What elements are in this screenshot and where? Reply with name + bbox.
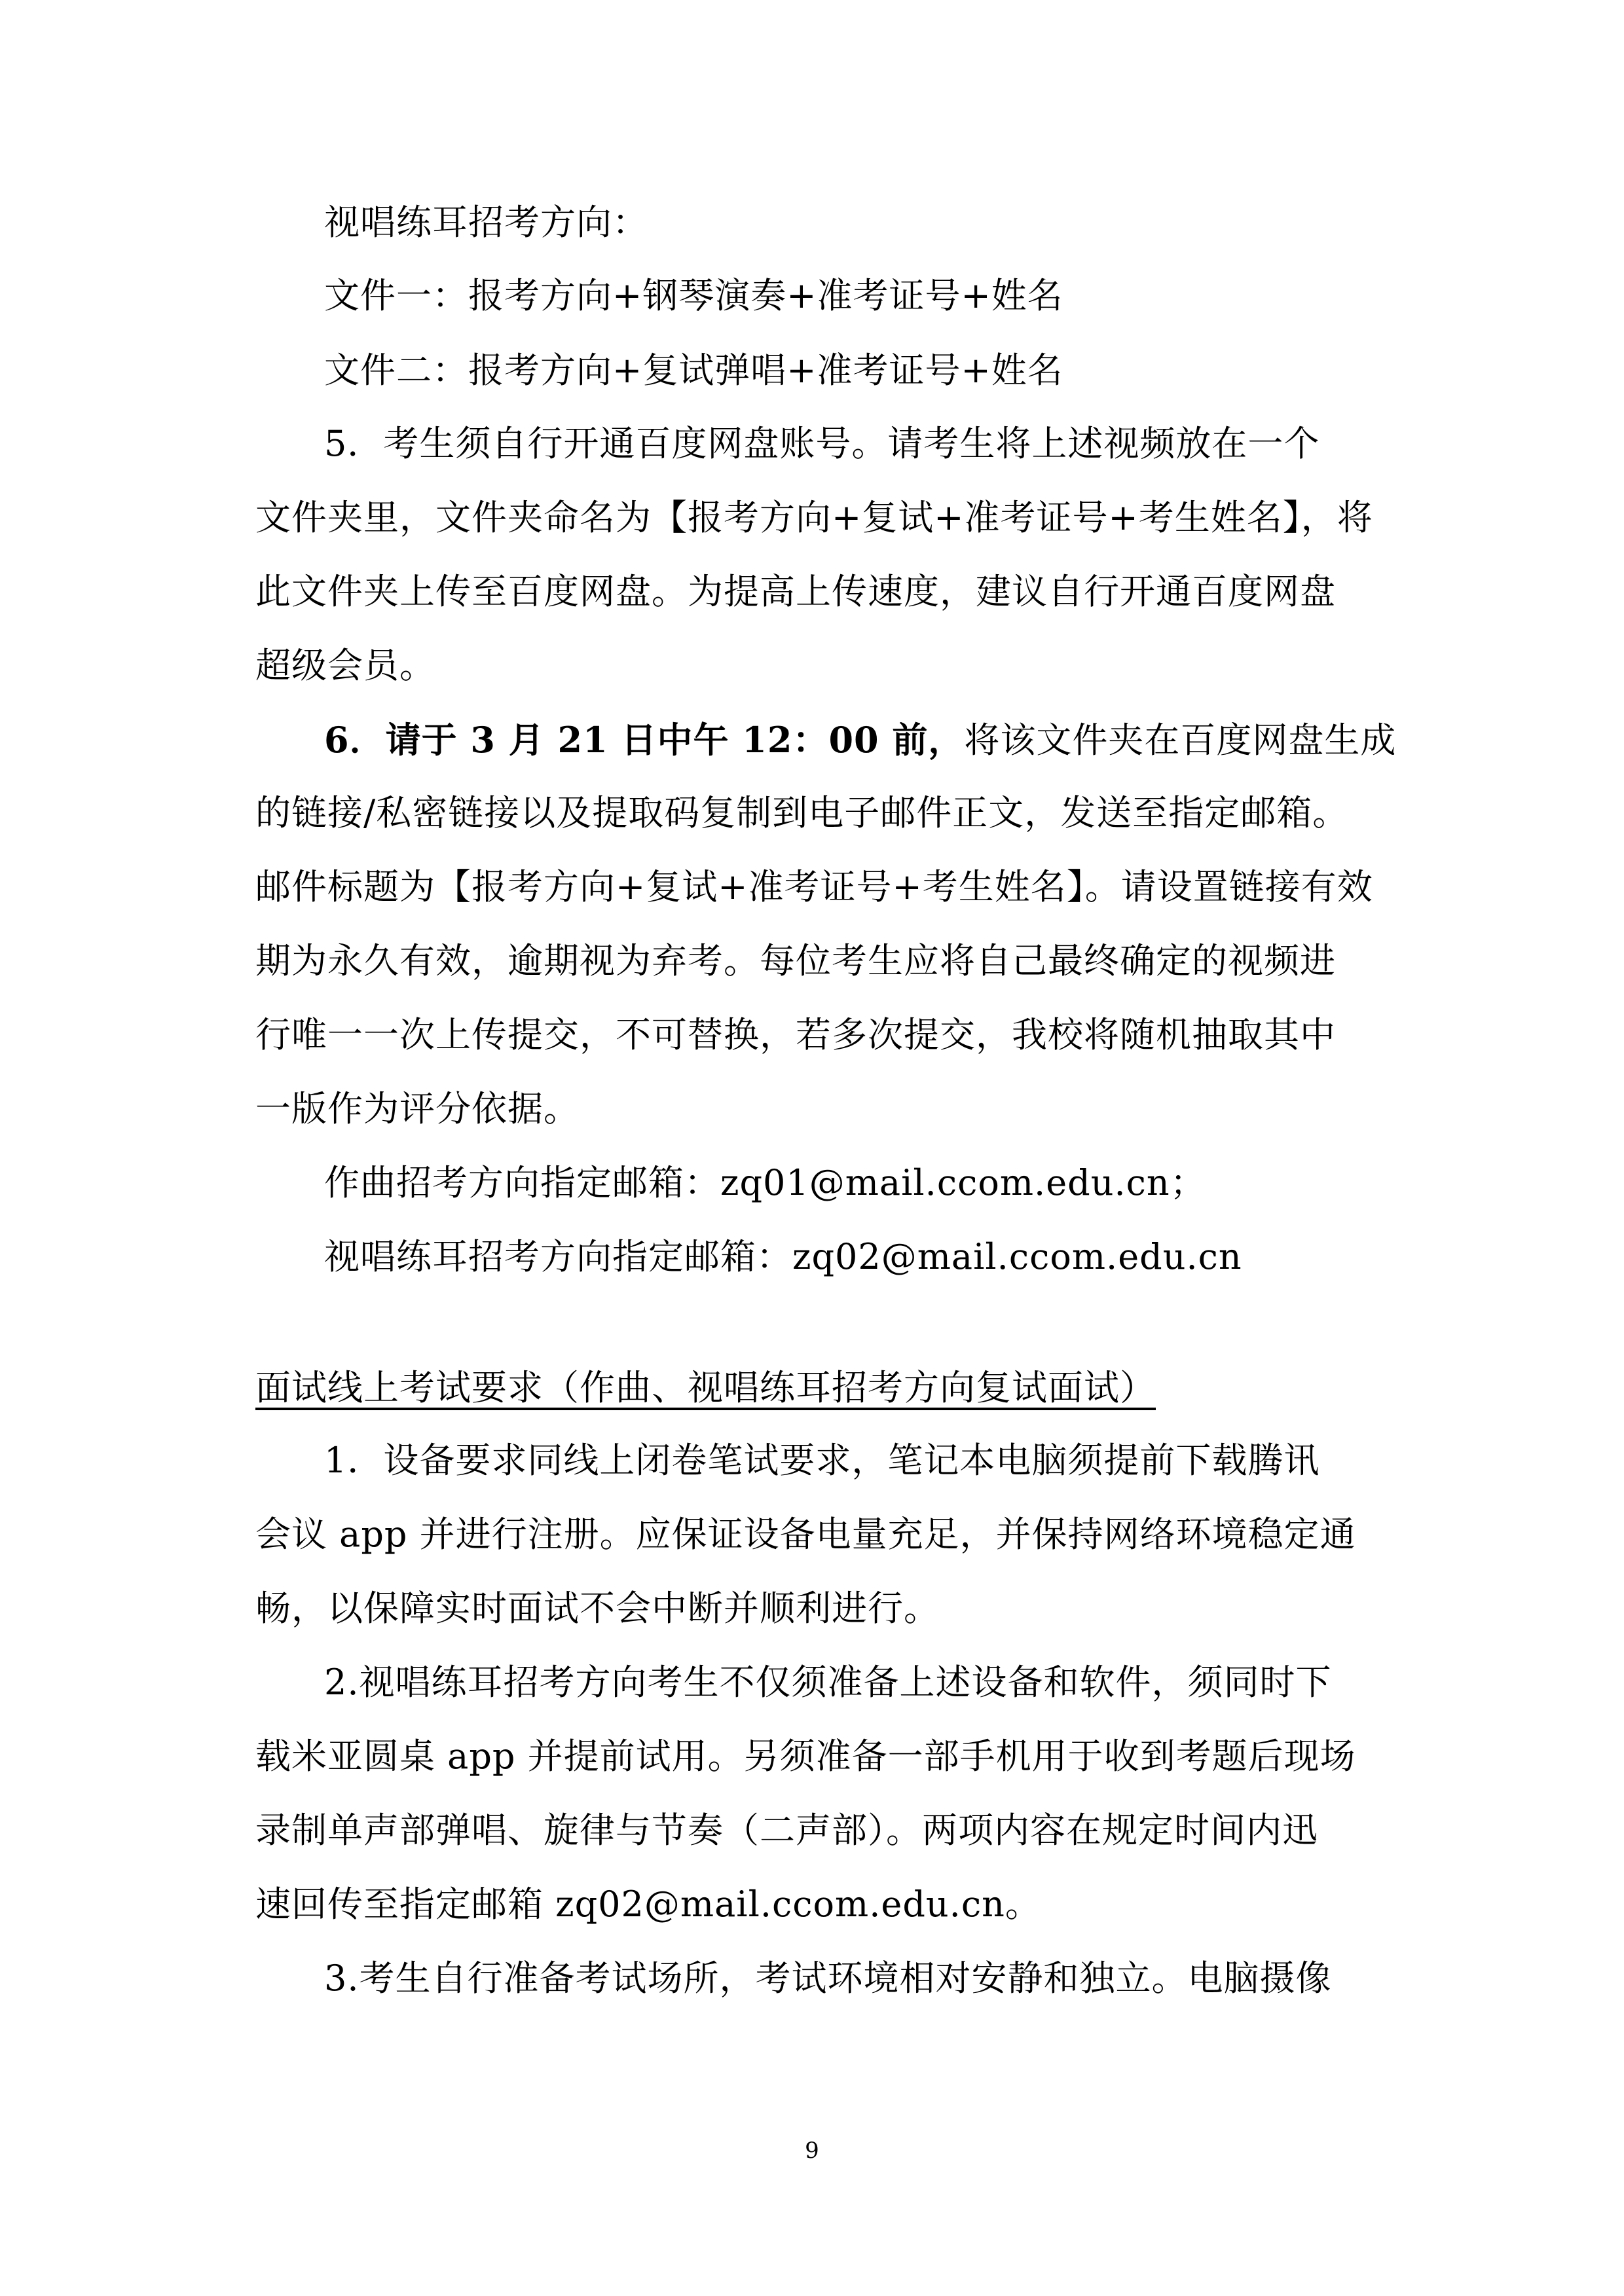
file-two-line: 文件二：报考方向+复试弹唱+准考证号+姓名 bbox=[324, 350, 1063, 391]
interview-item2-line-4: 速回传至指定邮箱 zq02@mail.ccom.edu.cn。 bbox=[255, 1884, 1041, 1925]
item6-line-1-rest: 将该文件夹在百度网盘生成 bbox=[964, 720, 1397, 761]
item5-line-1: 5．考生须自行开通百度网盘账号。请考生将上述视频放在一个 bbox=[324, 423, 1320, 464]
interview-item1-line-3: 畅，以保障实时面试不会中断并顺利进行。 bbox=[255, 1588, 940, 1629]
interview-item2-line-1: 2.视唱练耳招考方向考生不仅须准备上述设备和软件，须同时下 bbox=[324, 1662, 1332, 1703]
item6-line-2: 的链接/私密链接以及提取码复制到电子邮件正文，发送至指定邮箱。 bbox=[255, 792, 1349, 833]
item6-line-6: 一版作为评分依据。 bbox=[255, 1088, 580, 1129]
item6-line-1 bbox=[324, 717, 1396, 763]
interview-item1-line-2: 会议 app 并进行注册。应保证设备电量充足，并保持网络环境稳定通 bbox=[255, 1514, 1356, 1555]
interview-item2-line-2: 载米亚圆桌 app 并提前试用。另须准备一部手机用于收到考题后现场 bbox=[255, 1736, 1356, 1777]
item5-line-2: 文件夹里，文件夹命名为【报考方向+复试+准考证号+考生姓名】，将 bbox=[255, 497, 1373, 538]
interview-item2-line-3: 录制单声部弹唱、旋律与节奏（二声部）。两项内容在规定时间内迅 bbox=[255, 1810, 1318, 1851]
item6-line-3: 邮件标题为【报考方向+复试+准考证号+考生姓名】。请设置链接有效 bbox=[255, 866, 1373, 907]
item6-line-5: 行唯一一次上传提交，不可替换，若多次提交，我校将随机抽取其中 bbox=[255, 1014, 1336, 1055]
sight-singing-direction-label: 视唱练耳招考方向： bbox=[324, 202, 648, 243]
composition-email-line: 作曲招考方向指定邮箱：zq01@mail.ccom.edu.cn； bbox=[324, 1162, 1206, 1203]
interview-item1-line-1: 1．设备要求同线上闭卷笔试要求，笔记本电脑须提前下载腾讯 bbox=[324, 1440, 1320, 1481]
item6-line-4: 期为永久有效，逾期视为弃考。每位考生应将自己最终确定的视频进 bbox=[255, 940, 1336, 981]
interview-requirements-heading: 面试线上考试要求（作曲、视唱练耳招考方向复试面试） bbox=[255, 1367, 1156, 1408]
item5-line-4: 超级会员。 bbox=[255, 645, 435, 686]
interview-item3-line-1: 3.考生自行准备考试场所，考试环境相对安静和独立。电脑摄像 bbox=[324, 1958, 1332, 1999]
file-one-line: 文件一：报考方向+钢琴演奏+准考证号+姓名 bbox=[324, 275, 1063, 316]
sight-singing-email-line: 视唱练耳招考方向指定邮箱：zq02@mail.ccom.edu.cn bbox=[324, 1236, 1242, 1277]
page-number: 9 bbox=[805, 2138, 819, 2164]
item6-deadline: 6．请于 3 月 21 日中午 12：00 前， bbox=[324, 719, 965, 761]
item5-line-3: 此文件夹上传至百度网盘。为提高上传速度，建议自行开通百度网盘 bbox=[255, 571, 1336, 612]
